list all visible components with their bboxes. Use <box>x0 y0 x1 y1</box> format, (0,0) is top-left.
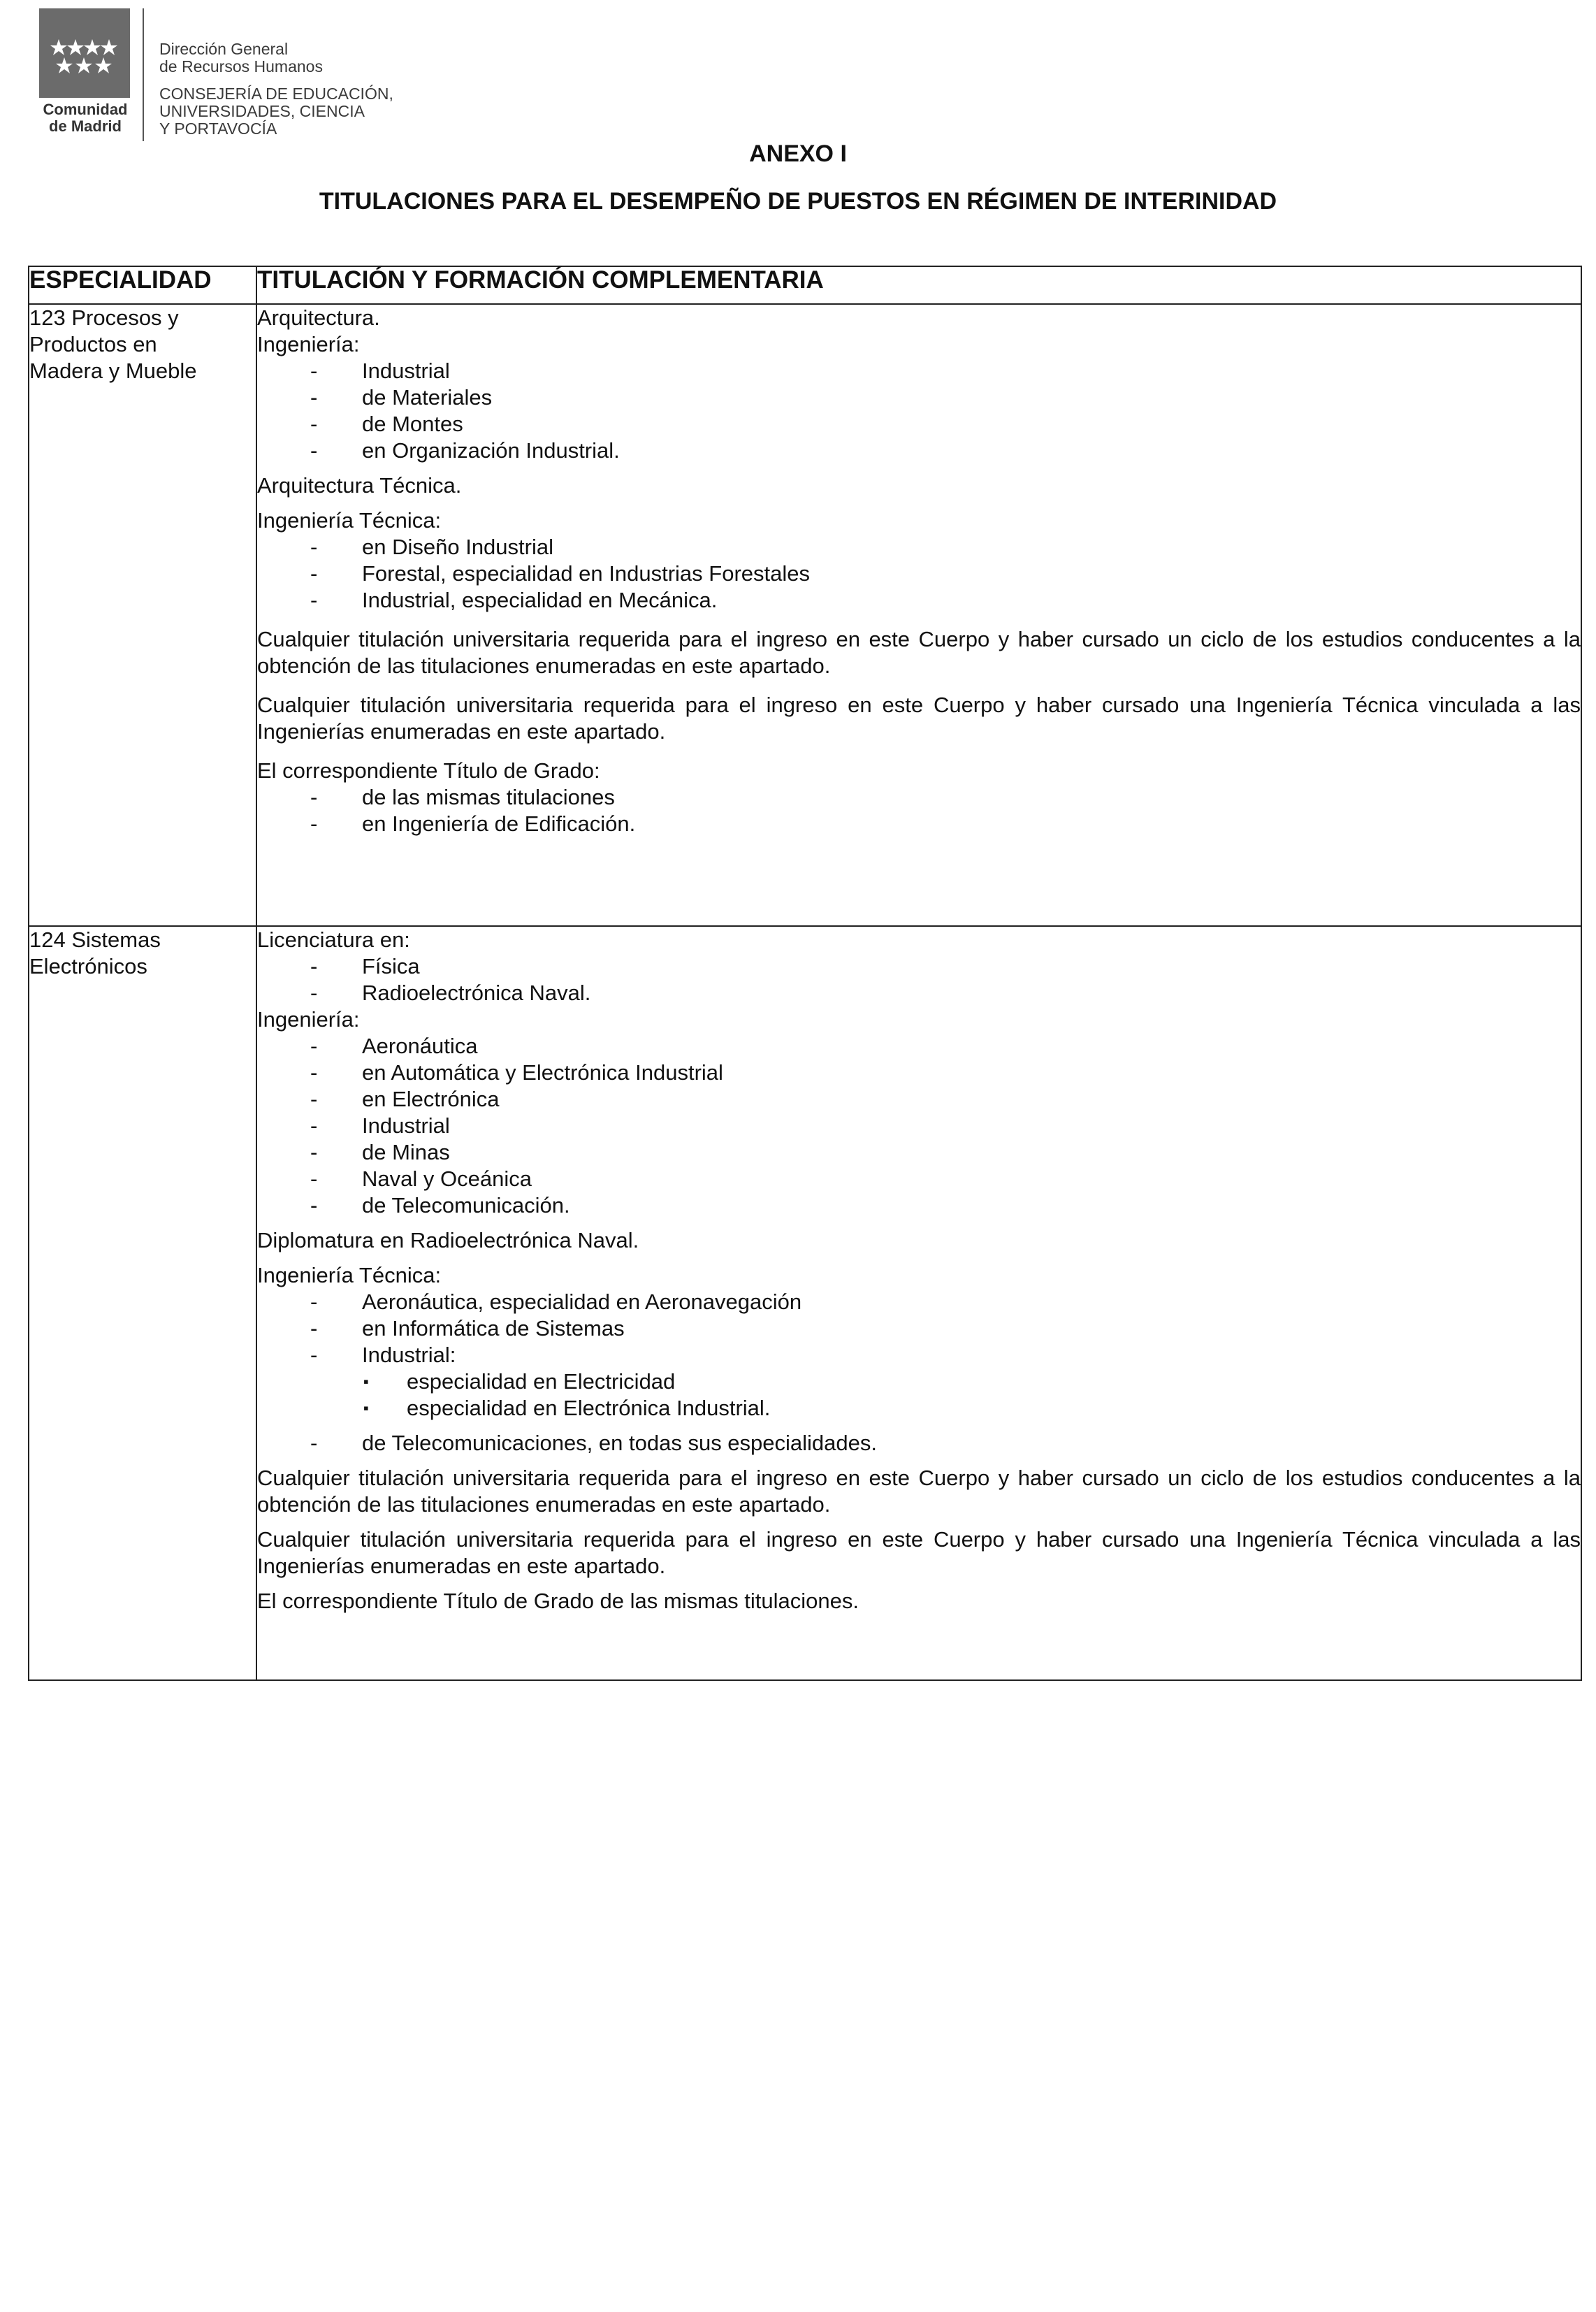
dash-marker: - <box>310 1289 318 1314</box>
list-item-text: Aeronáutica, especialidad en Aeronavegación <box>362 1289 802 1314</box>
dash-marker: - <box>310 811 318 836</box>
dash-list <box>257 953 1581 1006</box>
dash-marker: - <box>310 588 318 612</box>
paragraph: Cualquier titulación universitaria requerida para el ingreso en este Cuerpo y haber cursado una Ingeniería Técnica vinculada a las Ingenierías enumeradas en este apartado. <box>257 693 1581 744</box>
logo-line-2: de Madrid <box>49 117 122 135</box>
list-item <box>257 1166 1581 1192</box>
list-item-text: en Diseño Industrial <box>362 535 553 559</box>
especialidad-line: Madera y Mueble <box>29 359 197 383</box>
list-item-text: en Automática y Electrónica Industrial <box>362 1060 723 1085</box>
column-header-titulacion: TITULACIÓN Y FORMACIÓN COMPLEMENTARIA <box>256 266 1581 304</box>
text-line: Arquitectura Técnica. <box>257 473 462 498</box>
especialidad-line: 123 Procesos y <box>29 305 179 330</box>
list-item-text: de Telecomunicación. <box>362 1193 570 1218</box>
especialidad-line: Productos en <box>29 332 157 356</box>
list-item-text: Industrial: <box>362 1343 456 1367</box>
text-line: Ingeniería Técnica: <box>257 1263 442 1287</box>
table-row <box>29 926 1581 1680</box>
list-item <box>257 534 1581 561</box>
list-item-text: de las mismas titulaciones <box>362 785 615 809</box>
list-item <box>257 561 1581 587</box>
list-item <box>257 953 1581 980</box>
dash-list <box>257 534 1581 614</box>
dash-marker: - <box>310 1166 318 1191</box>
dash-marker: - <box>310 1431 318 1455</box>
dash-marker: - <box>310 438 318 463</box>
list-item <box>257 1289 1581 1315</box>
letterhead <box>39 8 430 141</box>
org-line-2: de Recursos Humanos <box>159 57 323 75</box>
list-item-text: Física <box>362 954 420 978</box>
list-item <box>257 980 1581 1006</box>
dash-list <box>257 358 1581 464</box>
dash-marker: - <box>310 1140 318 1164</box>
dash-marker: - <box>310 359 318 383</box>
paragraph: Cualquier titulación universitaria requerida para el ingreso en este Cuerpo y haber cursado una Ingeniería Técnica vinculada a las Ingenierías enumeradas en este apartado. <box>257 1527 1581 1578</box>
list-item-text: en Ingeniería de Edificación. <box>362 811 636 836</box>
list-item <box>257 1430 1581 1457</box>
dash-marker: - <box>310 561 318 586</box>
dash-marker: - <box>310 1193 318 1218</box>
org-line-3: CONSEJERÍA DE EDUCACIÓN, <box>159 85 393 103</box>
dash-marker: - <box>310 1034 318 1058</box>
list-item <box>257 784 1581 811</box>
especialidad-cell <box>29 926 256 1680</box>
text-line: Ingeniería Técnica: <box>257 508 442 533</box>
list-item <box>257 358 1581 384</box>
text-line: Diplomatura en Radioelectrónica Naval. <box>257 1228 639 1252</box>
header-divider <box>143 8 144 141</box>
list-item-text: en Organización Industrial. <box>362 438 620 463</box>
dash-marker: - <box>310 385 318 410</box>
logo-line-1: Comunidad <box>43 101 128 118</box>
text-line: El correspondiente Título de Grado de las mismas titulaciones. <box>257 1589 859 1613</box>
dash-list <box>257 784 1581 837</box>
org-line-5: Y PORTAVOCÍA <box>159 120 277 138</box>
table-header-row <box>29 266 1581 304</box>
comunidad-madrid-logo <box>39 8 130 98</box>
qualifications-table <box>28 266 1582 1681</box>
list-item-text: de Telecomunicaciones, en todas sus especialidades. <box>362 1431 878 1455</box>
list-item <box>257 1315 1581 1342</box>
list-item-text: especialidad en Electricidad <box>407 1369 676 1394</box>
list-item-text: de Minas <box>362 1140 450 1164</box>
list-item <box>257 438 1581 464</box>
list-item-text: Industrial <box>362 1113 450 1138</box>
stars-icon <box>39 8 130 98</box>
dash-marker: - <box>310 981 318 1005</box>
dash-marker: - <box>310 954 318 978</box>
dash-list <box>257 1289 1581 1457</box>
list-item-text: Forestal, especialidad en Industrias Forestales <box>362 561 810 586</box>
square-bullet-icon: ▪ <box>363 1373 369 1390</box>
list-item-text: en Informática de Sistemas <box>362 1316 625 1341</box>
list-item-text: de Materiales <box>362 385 493 410</box>
text-line: Licenciatura en: <box>257 927 410 952</box>
list-item-text: de Montes <box>362 412 463 436</box>
list-item <box>257 1342 1581 1368</box>
list-item-text: en Electrónica <box>362 1087 500 1111</box>
especialidad-line: Electrónicos <box>29 954 147 978</box>
list-item-text: Naval y Oceánica <box>362 1166 532 1191</box>
table-row <box>29 304 1581 926</box>
dash-list <box>257 1033 1581 1219</box>
dash-marker: - <box>310 1113 318 1138</box>
list-item-text: especialidad en Electrónica Industrial. <box>407 1396 771 1420</box>
dash-marker: - <box>310 412 318 436</box>
dash-marker: - <box>310 535 318 559</box>
list-item <box>257 1113 1581 1139</box>
list-item <box>257 1139 1581 1166</box>
list-item <box>257 411 1581 438</box>
organization-name <box>159 41 393 138</box>
org-line-1: Dirección General <box>159 40 289 58</box>
dash-marker: - <box>310 1060 318 1085</box>
list-item <box>257 384 1581 411</box>
sub-list-item <box>257 1395 1581 1422</box>
column-header-especialidad: ESPECIALIDAD <box>29 266 256 304</box>
list-item-text: Aeronáutica <box>362 1034 478 1058</box>
titulacion-cell <box>256 304 1581 926</box>
list-item <box>257 1192 1581 1219</box>
text-line: El correspondiente Título de Grado: <box>257 758 600 783</box>
especialidad-line: 124 Sistemas <box>29 927 161 952</box>
dash-marker: - <box>310 1316 318 1341</box>
list-item <box>257 1086 1581 1113</box>
list-item-text: Industrial, especialidad en Mecánica. <box>362 588 718 612</box>
text-line: Ingeniería: <box>257 332 360 356</box>
list-item <box>257 811 1581 837</box>
list-item <box>257 1033 1581 1060</box>
paragraph: Cualquier titulación universitaria requerida para el ingreso en este Cuerpo y haber cursado un ciclo de los estudios conducentes a la obtención de las titulaciones enumeradas en este apartado. <box>257 1466 1581 1517</box>
text-line: Ingeniería: <box>257 1007 360 1032</box>
titulacion-cell <box>256 926 1581 1680</box>
dash-marker: - <box>310 1087 318 1111</box>
list-item <box>257 587 1581 614</box>
page-subtitle: TITULACIONES PARA EL DESEMPEÑO DE PUESTOS EN RÉGIMEN DE INTERINIDAD <box>319 188 1277 215</box>
square-bullet-icon: ▪ <box>363 1399 369 1417</box>
page-title: ANEXO I <box>749 140 847 167</box>
dash-marker: - <box>310 1343 318 1367</box>
list-item-text: Radioelectrónica Naval. <box>362 981 591 1005</box>
text-line: Arquitectura. <box>257 305 380 330</box>
org-line-4: UNIVERSIDADES, CIENCIA <box>159 102 365 120</box>
list-item-text: Industrial <box>362 359 450 383</box>
paragraph: Cualquier titulación universitaria requerida para el ingreso en este Cuerpo y haber cursado un ciclo de los estudios conducentes a la obtención de las titulaciones enumeradas en este apartado. <box>257 627 1581 678</box>
list-item <box>257 1060 1581 1086</box>
logo-name <box>39 101 131 135</box>
especialidad-cell <box>29 304 256 926</box>
sub-list-item <box>257 1368 1581 1395</box>
dash-marker: - <box>310 785 318 809</box>
